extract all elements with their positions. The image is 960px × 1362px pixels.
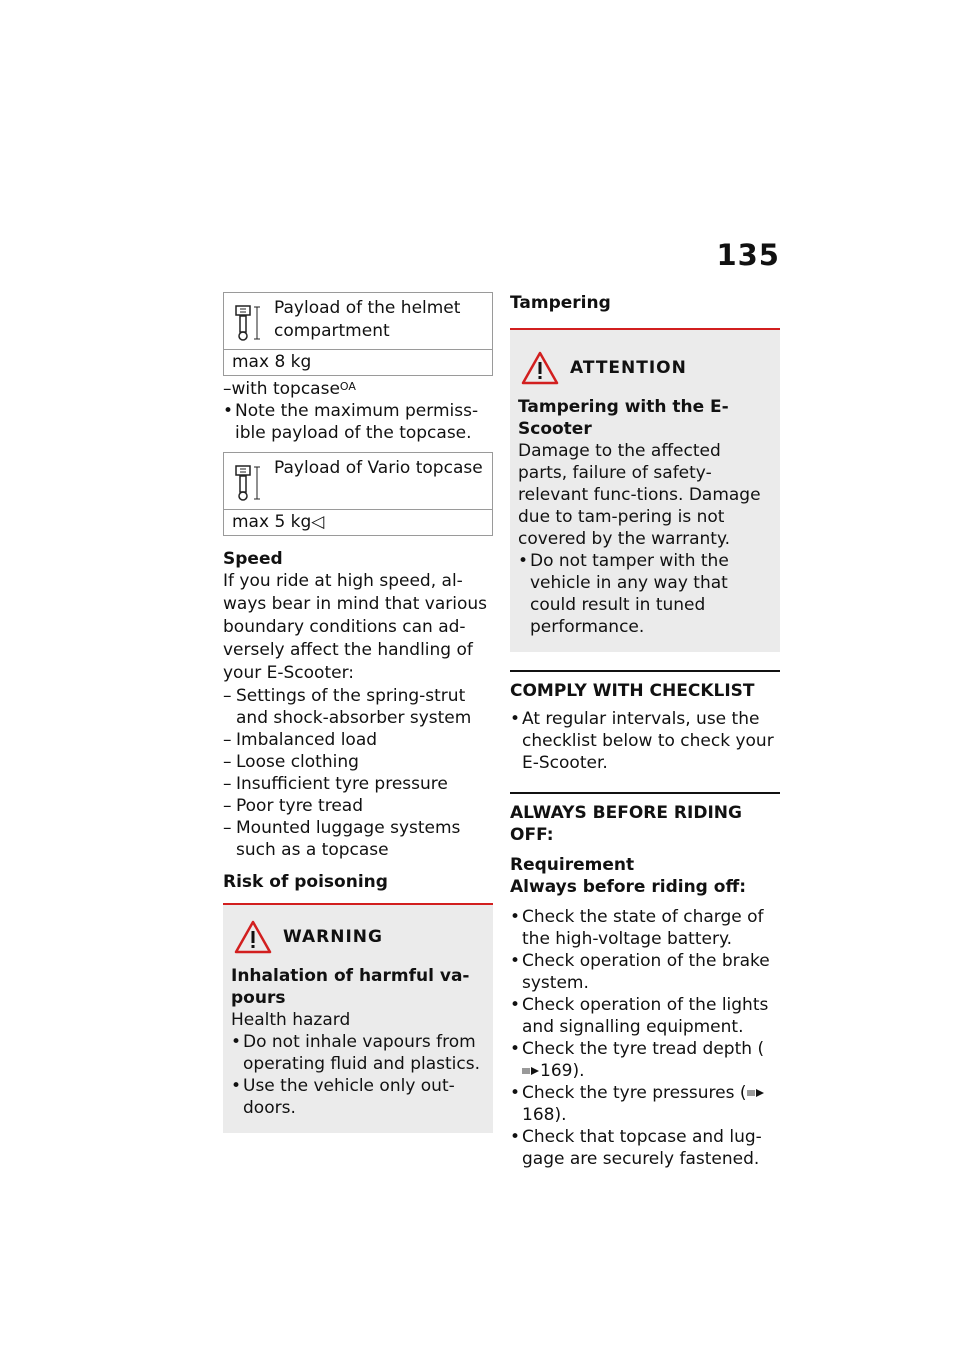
page-reference[interactable]: 169 — [540, 1061, 573, 1081]
topcase-line — [223, 378, 493, 400]
bullet-icon: • — [510, 995, 521, 1015]
bullet-icon: • — [510, 951, 521, 971]
page-reference[interactable]: 168 — [522, 1105, 555, 1125]
right-column — [510, 292, 780, 1170]
dash-icon: – — [223, 686, 232, 706]
requirement-text: Always before riding off: — [510, 877, 747, 897]
attention-actions — [518, 550, 772, 638]
before-riding-heading: ALWAYS BEFORE RIDING OFF: — [510, 792, 780, 846]
attention-text: Damage to the affected parts, failure of safety-relevant func-tions. Damage due to tam-pering is not covered by the warranty. — [518, 441, 761, 549]
requirement-label: Requirement — [510, 855, 635, 875]
left-column — [223, 292, 493, 1133]
warning-icon — [520, 350, 560, 386]
list-item: – Loose clothing — [223, 752, 359, 772]
list-item: – Imbalanced load — [223, 730, 378, 750]
warning-icon — [233, 919, 273, 955]
bullet-icon: • — [510, 709, 521, 729]
list-item: • Check operation of the brake system. — [510, 951, 770, 993]
page-reference-arrow-icon — [522, 1066, 540, 1076]
attention-box — [510, 328, 780, 652]
signal-word: ATTENTION — [570, 358, 687, 378]
page-reference-arrow-icon — [747, 1088, 765, 1098]
bullet-icon: • — [510, 907, 521, 927]
option-superscript: OA — [339, 380, 356, 393]
page-number: 135 — [716, 238, 780, 272]
warning-box — [223, 903, 493, 1133]
warning-actions — [231, 1031, 485, 1119]
spec-label: Payload of the helmet compartment — [274, 298, 461, 341]
list-item: – Poor tyre tread — [223, 796, 363, 816]
list-item: • Check that topcase and lug-gage are securely fastened. — [510, 1127, 762, 1169]
speed-text: If you ride at high speed, al-ways bear in mind that various boundary conditions can ad-versely affect the handling of your E-Scooter: — [223, 571, 488, 683]
speed-factors-list — [223, 685, 493, 861]
spec-value: max 8 kg — [232, 352, 312, 372]
before-riding-list — [510, 906, 780, 1170]
dash-icon: – — [223, 730, 232, 750]
bullet-icon: • — [223, 401, 234, 421]
bullet-icon: • — [231, 1032, 242, 1052]
bullet-icon: • — [510, 1083, 521, 1103]
weight-icon — [233, 303, 263, 343]
checklist-items — [510, 708, 780, 774]
list-item: • Check the state of charge of the high-voltage battery. — [510, 907, 764, 949]
list-item: – Insufficient tyre pressure — [223, 774, 448, 794]
poison-heading: Risk of poisoning — [223, 872, 388, 892]
weight-icon — [233, 463, 263, 503]
topcase-note — [223, 400, 493, 444]
list-item: – Settings of the spring-strut and shock-absorber system — [223, 686, 472, 728]
topcase-text: –with topcase — [223, 379, 340, 399]
speed-heading: Speed — [223, 549, 283, 569]
list-item: • Check the tyre pressures (168). — [510, 1082, 780, 1126]
dash-icon: – — [223, 752, 232, 772]
bullet-icon: • — [518, 551, 529, 571]
bullet-icon: • — [231, 1076, 242, 1096]
dash-icon: – — [223, 818, 232, 838]
list-item: • Check the tyre tread depth (169). — [510, 1039, 765, 1081]
list-item: – Mounted luggage systems such as a topcase — [223, 818, 461, 860]
list-item: • Note the maximum permiss-ible payload of the topcase. — [223, 401, 479, 443]
signal-word: WARNING — [283, 927, 383, 947]
tamper-heading: Tampering — [510, 293, 611, 313]
list-item: • Check operation of the lights and signalling equipment. — [510, 995, 769, 1037]
warning-hazard: Health hazard — [231, 1010, 351, 1030]
list-item: • Do not inhale vapours from operating fluid and plastics. — [231, 1032, 480, 1074]
list-item: • Do not tamper with the vehicle in any way that could result in tuned performance. — [518, 551, 729, 637]
spec-value: max 5 kg◁ — [232, 512, 325, 532]
vario-payload-table — [223, 452, 493, 536]
helmet-payload-table — [223, 292, 493, 376]
warning-title: Inhalation of harmful va-pours — [231, 966, 470, 1008]
bullet-icon: • — [510, 1127, 521, 1147]
checklist-heading: COMPLY WITH CHECKLIST — [510, 670, 780, 702]
bullet-icon: • — [510, 1039, 521, 1059]
attention-title: Tampering with the E-Scooter — [518, 397, 729, 439]
dash-icon: – — [223, 774, 232, 794]
dash-icon: – — [223, 796, 232, 816]
list-item: • Use the vehicle only out-doors. — [231, 1076, 455, 1118]
list-item: • At regular intervals, use the checklist below to check your E-Scooter. — [510, 709, 774, 773]
spec-label: Payload of Vario topcase — [274, 458, 483, 478]
